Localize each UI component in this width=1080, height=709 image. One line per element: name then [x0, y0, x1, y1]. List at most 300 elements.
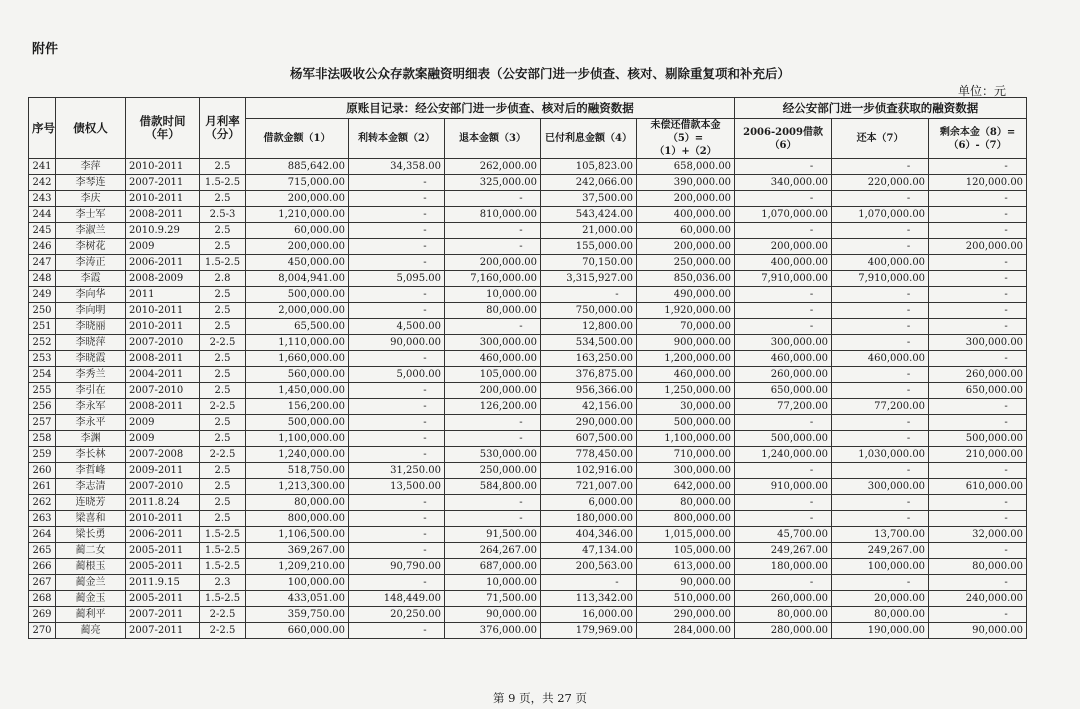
loan-cell: 2,000,000.00	[246, 303, 349, 319]
creditor-cell: 李树花	[56, 239, 126, 255]
attachment-label: 附件	[32, 42, 59, 57]
seq-cell: 270	[29, 623, 56, 639]
unpaid-cell: 290,000.00	[637, 607, 735, 623]
period-cell: 2010-2011	[126, 191, 200, 207]
table-row	[29, 175, 1027, 191]
period-cell: 2007-2011	[126, 607, 200, 623]
table-row	[29, 527, 1027, 543]
interest-paid-cell: 47,134.00	[541, 543, 637, 559]
table-row	[29, 287, 1027, 303]
table-row	[29, 463, 1027, 479]
unpaid-cell: 200,000.00	[637, 191, 735, 207]
creditor-cell: 李渊	[56, 431, 126, 447]
period-cell: 2004-2011	[126, 367, 200, 383]
repaid-cell: -	[832, 303, 929, 319]
remaining-cell: -	[929, 351, 1027, 367]
remaining-cell: -	[929, 495, 1027, 511]
header-interest-to-principal: 利转本金额（2）	[349, 119, 445, 159]
refund-cell: 200,000.00	[445, 255, 541, 271]
loan-cell: 200,000.00	[246, 191, 349, 207]
refund-cell: 264,267.00	[445, 543, 541, 559]
loan-2006-2009-cell: 77,200.00	[735, 399, 832, 415]
loan-2006-2009-cell: -	[735, 511, 832, 527]
refund-cell: 105,000.00	[445, 367, 541, 383]
table-row	[29, 575, 1027, 591]
seq-cell: 258	[29, 431, 56, 447]
loan-cell: 1,100,000.00	[246, 431, 349, 447]
table-row	[29, 495, 1027, 511]
unpaid-cell: 250,000.00	[637, 255, 735, 271]
repaid-cell: 77,200.00	[832, 399, 929, 415]
interest-paid-cell: 105,823.00	[541, 159, 637, 175]
interest-paid-cell: 242,066.00	[541, 175, 637, 191]
table-row	[29, 319, 1027, 335]
seq-cell: 269	[29, 607, 56, 623]
interest-to-principal-cell: -	[349, 239, 445, 255]
loan-cell: 100,000.00	[246, 575, 349, 591]
interest-to-principal-cell: -	[349, 399, 445, 415]
header-loan: 借款金额（1）	[246, 119, 349, 159]
refund-cell: 80,000.00	[445, 303, 541, 319]
interest-to-principal-cell: -	[349, 431, 445, 447]
table-row	[29, 271, 1027, 287]
interest-paid-cell: 607,500.00	[541, 431, 637, 447]
remaining-cell: 32,000.00	[929, 527, 1027, 543]
interest-to-principal-cell: -	[349, 303, 445, 319]
interest-paid-cell: 12,800.00	[541, 319, 637, 335]
remaining-cell: 610,000.00	[929, 479, 1027, 495]
rate-cell: 2.5	[200, 431, 246, 447]
period-cell: 2005-2011	[126, 559, 200, 575]
remaining-cell: -	[929, 303, 1027, 319]
unpaid-cell: 500,000.00	[637, 415, 735, 431]
interest-paid-cell: 6,000.00	[541, 495, 637, 511]
rate-cell: 2.5	[200, 479, 246, 495]
header-rate: 月利率（分）	[200, 98, 246, 159]
rate-cell: 2.5	[200, 223, 246, 239]
refund-cell: 90,000.00	[445, 607, 541, 623]
loan-2006-2009-cell: -	[735, 287, 832, 303]
remaining-cell: 300,000.00	[929, 335, 1027, 351]
period-cell: 2009	[126, 431, 200, 447]
loan-cell: 660,000.00	[246, 623, 349, 639]
period-cell: 2006-2011	[126, 255, 200, 271]
refund-cell: -	[445, 239, 541, 255]
loan-2006-2009-cell: 300,000.00	[735, 335, 832, 351]
repaid-cell: -	[832, 223, 929, 239]
creditor-cell: 李淑兰	[56, 223, 126, 239]
interest-to-principal-cell: -	[349, 351, 445, 367]
repaid-cell: 20,000.00	[832, 591, 929, 607]
interest-to-principal-cell: -	[349, 511, 445, 527]
interest-to-principal-cell: 5,000.00	[349, 367, 445, 383]
refund-cell: 530,000.00	[445, 447, 541, 463]
creditor-cell: 李哲峰	[56, 463, 126, 479]
interest-to-principal-cell: 90,000.00	[349, 335, 445, 351]
remaining-cell: 120,000.00	[929, 175, 1027, 191]
loan-cell: 1,106,500.00	[246, 527, 349, 543]
period-cell: 2010-2011	[126, 511, 200, 527]
remaining-cell: -	[929, 287, 1027, 303]
interest-to-principal-cell: -	[349, 207, 445, 223]
unpaid-cell: 390,000.00	[637, 175, 735, 191]
unpaid-cell: 800,000.00	[637, 511, 735, 527]
interest-to-principal-cell: 90,790.00	[349, 559, 445, 575]
loan-cell: 1,660,000.00	[246, 351, 349, 367]
loan-2006-2009-cell: 180,000.00	[735, 559, 832, 575]
creditor-cell: 李涛正	[56, 255, 126, 271]
repaid-cell: 1,070,000.00	[832, 207, 929, 223]
refund-cell: 460,000.00	[445, 351, 541, 367]
rate-cell: 2.5	[200, 287, 246, 303]
unpaid-cell: 710,000.00	[637, 447, 735, 463]
remaining-cell: 210,000.00	[929, 447, 1027, 463]
seq-cell: 253	[29, 351, 56, 367]
creditor-cell: 李晓萍	[56, 335, 126, 351]
seq-cell: 252	[29, 335, 56, 351]
period-cell: 2009-2011	[126, 463, 200, 479]
remaining-cell: -	[929, 271, 1027, 287]
refund-cell: 10,000.00	[445, 287, 541, 303]
repaid-cell: -	[832, 495, 929, 511]
creditor-cell: 李士军	[56, 207, 126, 223]
interest-paid-cell: 721,007.00	[541, 479, 637, 495]
rate-cell: 2.5	[200, 239, 246, 255]
page-footer: 第 9 页，共 27 页	[492, 691, 588, 705]
unpaid-cell: 1,920,000.00	[637, 303, 735, 319]
seq-cell: 267	[29, 575, 56, 591]
remaining-cell: 260,000.00	[929, 367, 1027, 383]
repaid-cell: -	[832, 415, 929, 431]
header-loan-2006-2009: 2006-2009借款（6）	[735, 119, 832, 159]
loan-cell: 560,000.00	[246, 367, 349, 383]
period-cell: 2010-2011	[126, 303, 200, 319]
repaid-cell: 80,000.00	[832, 607, 929, 623]
loan-cell: 60,000.00	[246, 223, 349, 239]
seq-cell: 242	[29, 175, 56, 191]
table-row	[29, 255, 1027, 271]
interest-to-principal-cell: 5,095.00	[349, 271, 445, 287]
remaining-cell: -	[929, 319, 1027, 335]
creditor-cell: 蔺利平	[56, 607, 126, 623]
unpaid-cell: 900,000.00	[637, 335, 735, 351]
seq-cell: 265	[29, 543, 56, 559]
period-cell: 2011.8.24	[126, 495, 200, 511]
interest-paid-cell: 200,563.00	[541, 559, 637, 575]
header-unpaid: 未偿还借款本金（5）=（1）+（2）	[637, 119, 735, 159]
seq-cell: 254	[29, 367, 56, 383]
loan-cell: 1,240,000.00	[246, 447, 349, 463]
creditor-cell: 李秀兰	[56, 367, 126, 383]
interest-paid-cell: 155,000.00	[541, 239, 637, 255]
loan-cell: 433,051.00	[246, 591, 349, 607]
loan-2006-2009-cell: 400,000.00	[735, 255, 832, 271]
seq-cell: 248	[29, 271, 56, 287]
table-row	[29, 223, 1027, 239]
repaid-cell: -	[832, 431, 929, 447]
interest-paid-cell: 376,875.00	[541, 367, 637, 383]
remaining-cell: -	[929, 255, 1027, 271]
seq-cell: 263	[29, 511, 56, 527]
creditor-cell: 李志清	[56, 479, 126, 495]
period-cell: 2007-2010	[126, 335, 200, 351]
remaining-cell: 240,000.00	[929, 591, 1027, 607]
rate-cell: 1.5-2.5	[200, 591, 246, 607]
loan-cell: 156,200.00	[246, 399, 349, 415]
unpaid-cell: 1,250,000.00	[637, 383, 735, 399]
refund-cell: -	[445, 319, 541, 335]
period-cell: 2007-2010	[126, 479, 200, 495]
rate-cell: 2.3	[200, 575, 246, 591]
loan-2006-2009-cell: 80,000.00	[735, 607, 832, 623]
unpaid-cell: 1,200,000.00	[637, 351, 735, 367]
creditor-cell: 李晓丽	[56, 319, 126, 335]
interest-paid-cell: 16,000.00	[541, 607, 637, 623]
refund-cell: 71,500.00	[445, 591, 541, 607]
loan-cell: 500,000.00	[246, 287, 349, 303]
loan-cell: 800,000.00	[246, 511, 349, 527]
loan-2006-2009-cell: 340,000.00	[735, 175, 832, 191]
seq-cell: 241	[29, 159, 56, 175]
loan-2006-2009-cell: -	[735, 319, 832, 335]
rate-cell: 2-2.5	[200, 335, 246, 351]
unpaid-cell: 200,000.00	[637, 239, 735, 255]
loan-2006-2009-cell: -	[735, 223, 832, 239]
repaid-cell: -	[832, 319, 929, 335]
interest-paid-cell: 42,156.00	[541, 399, 637, 415]
unpaid-cell: 105,000.00	[637, 543, 735, 559]
interest-to-principal-cell: -	[349, 287, 445, 303]
rate-cell: 2.5	[200, 415, 246, 431]
loan-2006-2009-cell: 200,000.00	[735, 239, 832, 255]
header-refund: 退本金额（3）	[445, 119, 541, 159]
unpaid-cell: 510,000.00	[637, 591, 735, 607]
refund-cell: 262,000.00	[445, 159, 541, 175]
refund-cell: -	[445, 415, 541, 431]
header-remaining: 剩余本金（8）=（6）-（7）	[929, 119, 1027, 159]
interest-to-principal-cell: -	[349, 623, 445, 639]
unpaid-cell: 490,000.00	[637, 287, 735, 303]
header-creditor: 债权人	[56, 98, 126, 159]
seq-cell: 262	[29, 495, 56, 511]
seq-cell: 249	[29, 287, 56, 303]
table-row	[29, 479, 1027, 495]
seq-cell: 264	[29, 527, 56, 543]
repaid-cell: 220,000.00	[832, 175, 929, 191]
creditor-cell: 李萍	[56, 159, 126, 175]
table-row	[29, 191, 1027, 207]
remaining-cell: -	[929, 191, 1027, 207]
unpaid-cell: 60,000.00	[637, 223, 735, 239]
rate-cell: 2-2.5	[200, 399, 246, 415]
creditor-cell: 李琴连	[56, 175, 126, 191]
rate-cell: 1.5-2.5	[200, 527, 246, 543]
unpaid-cell: 400,000.00	[637, 207, 735, 223]
loan-2006-2009-cell: 1,240,000.00	[735, 447, 832, 463]
loan-2006-2009-cell: 249,267.00	[735, 543, 832, 559]
rate-cell: 2.5	[200, 159, 246, 175]
loan-2006-2009-cell: -	[735, 159, 832, 175]
loan-cell: 80,000.00	[246, 495, 349, 511]
rate-cell: 2.8	[200, 271, 246, 287]
loan-cell: 200,000.00	[246, 239, 349, 255]
refund-cell: 584,800.00	[445, 479, 541, 495]
interest-paid-cell: 543,424.00	[541, 207, 637, 223]
loan-cell: 1,209,210.00	[246, 559, 349, 575]
unpaid-cell: 460,000.00	[637, 367, 735, 383]
seq-cell: 246	[29, 239, 56, 255]
period-cell: 2010-2011	[126, 319, 200, 335]
seq-cell: 250	[29, 303, 56, 319]
refund-cell: -	[445, 495, 541, 511]
interest-to-principal-cell: -	[349, 255, 445, 271]
interest-to-principal-cell: -	[349, 191, 445, 207]
refund-cell: 91,500.00	[445, 527, 541, 543]
header-interest-paid: 已付利息金额（4）	[541, 119, 637, 159]
group-header-police-data: 经公安部门进一步侦查获取的融资数据	[735, 98, 1027, 119]
remaining-cell: -	[929, 415, 1027, 431]
rate-cell: 1.5-2.5	[200, 255, 246, 271]
unpaid-cell: 284,000.00	[637, 623, 735, 639]
rate-cell: 2.5	[200, 319, 246, 335]
remaining-cell: -	[929, 207, 1027, 223]
refund-cell: -	[445, 191, 541, 207]
creditor-cell: 李霞	[56, 271, 126, 287]
creditor-cell: 梁长勇	[56, 527, 126, 543]
loan-2006-2009-cell: 280,000.00	[735, 623, 832, 639]
rate-cell: 2-2.5	[200, 623, 246, 639]
loan-2006-2009-cell: -	[735, 463, 832, 479]
remaining-cell: -	[929, 543, 1027, 559]
period-cell: 2008-2011	[126, 351, 200, 367]
interest-paid-cell: 180,000.00	[541, 511, 637, 527]
interest-to-principal-cell: -	[349, 495, 445, 511]
interest-to-principal-cell: -	[349, 575, 445, 591]
interest-to-principal-cell: -	[349, 447, 445, 463]
remaining-cell: -	[929, 223, 1027, 239]
repaid-cell: -	[832, 239, 929, 255]
interest-to-principal-cell: 20,250.00	[349, 607, 445, 623]
repaid-cell: 400,000.00	[832, 255, 929, 271]
creditor-cell: 李长林	[56, 447, 126, 463]
remaining-cell: 80,000.00	[929, 559, 1027, 575]
refund-cell: 810,000.00	[445, 207, 541, 223]
seq-cell: 260	[29, 463, 56, 479]
loan-2006-2009-cell: 7,910,000.00	[735, 271, 832, 287]
remaining-cell: -	[929, 575, 1027, 591]
loan-2006-2009-cell: -	[735, 191, 832, 207]
repaid-cell: 249,267.00	[832, 543, 929, 559]
table-row	[29, 559, 1027, 575]
repaid-cell: 190,000.00	[832, 623, 929, 639]
loan-cell: 1,450,000.00	[246, 383, 349, 399]
seq-cell: 255	[29, 383, 56, 399]
period-cell: 2010-2011	[126, 159, 200, 175]
document-title: 杨军非法吸收公众存款案融资明细表（公安部门进一步侦查、核对、剔除重复项和补充后）	[289, 66, 790, 81]
loan-cell: 450,000.00	[246, 255, 349, 271]
seq-cell: 244	[29, 207, 56, 223]
period-cell: 2011	[126, 287, 200, 303]
unpaid-cell: 658,000.00	[637, 159, 735, 175]
refund-cell: 687,000.00	[445, 559, 541, 575]
interest-paid-cell: 956,366.00	[541, 383, 637, 399]
table-row	[29, 447, 1027, 463]
remaining-cell: -	[929, 463, 1027, 479]
table-row	[29, 607, 1027, 623]
refund-cell: 250,000.00	[445, 463, 541, 479]
remaining-cell: 500,000.00	[929, 431, 1027, 447]
loan-cell: 1,213,300.00	[246, 479, 349, 495]
repaid-cell: 1,030,000.00	[832, 447, 929, 463]
table-row	[29, 335, 1027, 351]
table-row	[29, 415, 1027, 431]
creditor-cell: 李引在	[56, 383, 126, 399]
seq-cell: 245	[29, 223, 56, 239]
remaining-cell: -	[929, 399, 1027, 415]
loan-2006-2009-cell: 650,000.00	[735, 383, 832, 399]
loan-2006-2009-cell: 460,000.00	[735, 351, 832, 367]
remaining-cell: -	[929, 607, 1027, 623]
seq-cell: 257	[29, 415, 56, 431]
repaid-cell: -	[832, 511, 929, 527]
loan-cell: 369,267.00	[246, 543, 349, 559]
period-cell: 2007-2008	[126, 447, 200, 463]
remaining-cell: 650,000.00	[929, 383, 1027, 399]
interest-to-principal-cell: 148,449.00	[349, 591, 445, 607]
refund-cell: -	[445, 511, 541, 527]
unpaid-cell: 30,000.00	[637, 399, 735, 415]
creditor-cell: 梁喜和	[56, 511, 126, 527]
creditor-cell: 李永军	[56, 399, 126, 415]
seq-cell: 261	[29, 479, 56, 495]
loan-2006-2009-cell: -	[735, 575, 832, 591]
rate-cell: 2.5	[200, 495, 246, 511]
interest-paid-cell: 70,150.00	[541, 255, 637, 271]
creditor-cell: 李向明	[56, 303, 126, 319]
loan-cell: 65,500.00	[246, 319, 349, 335]
seq-cell: 247	[29, 255, 56, 271]
refund-cell: 126,200.00	[445, 399, 541, 415]
period-cell: 2007-2010	[126, 383, 200, 399]
rate-cell: 2-2.5	[200, 607, 246, 623]
table-row	[29, 383, 1027, 399]
header-repaid: 还本（7）	[832, 119, 929, 159]
seq-cell: 251	[29, 319, 56, 335]
interest-paid-cell: 163,250.00	[541, 351, 637, 367]
rate-cell: 2.5	[200, 511, 246, 527]
remaining-cell: -	[929, 159, 1027, 175]
interest-to-principal-cell: 4,500.00	[349, 319, 445, 335]
period-cell: 2007-2011	[126, 623, 200, 639]
creditor-cell: 蔺亮	[56, 623, 126, 639]
interest-paid-cell: 404,346.00	[541, 527, 637, 543]
rate-cell: 2.5	[200, 367, 246, 383]
rate-cell: 2.5	[200, 191, 246, 207]
seq-cell: 256	[29, 399, 56, 415]
repaid-cell: 13,700.00	[832, 527, 929, 543]
remaining-cell: 90,000.00	[929, 623, 1027, 639]
interest-to-principal-cell: -	[349, 415, 445, 431]
period-cell: 2010.9.29	[126, 223, 200, 239]
repaid-cell: -	[832, 159, 929, 175]
repaid-cell: -	[832, 191, 929, 207]
unpaid-cell: 1,015,000.00	[637, 527, 735, 543]
loan-cell: 715,000.00	[246, 175, 349, 191]
rate-cell: 2.5	[200, 303, 246, 319]
repaid-cell: 300,000.00	[832, 479, 929, 495]
table-row	[29, 367, 1027, 383]
header-period: 借款时间（年）	[126, 98, 200, 159]
